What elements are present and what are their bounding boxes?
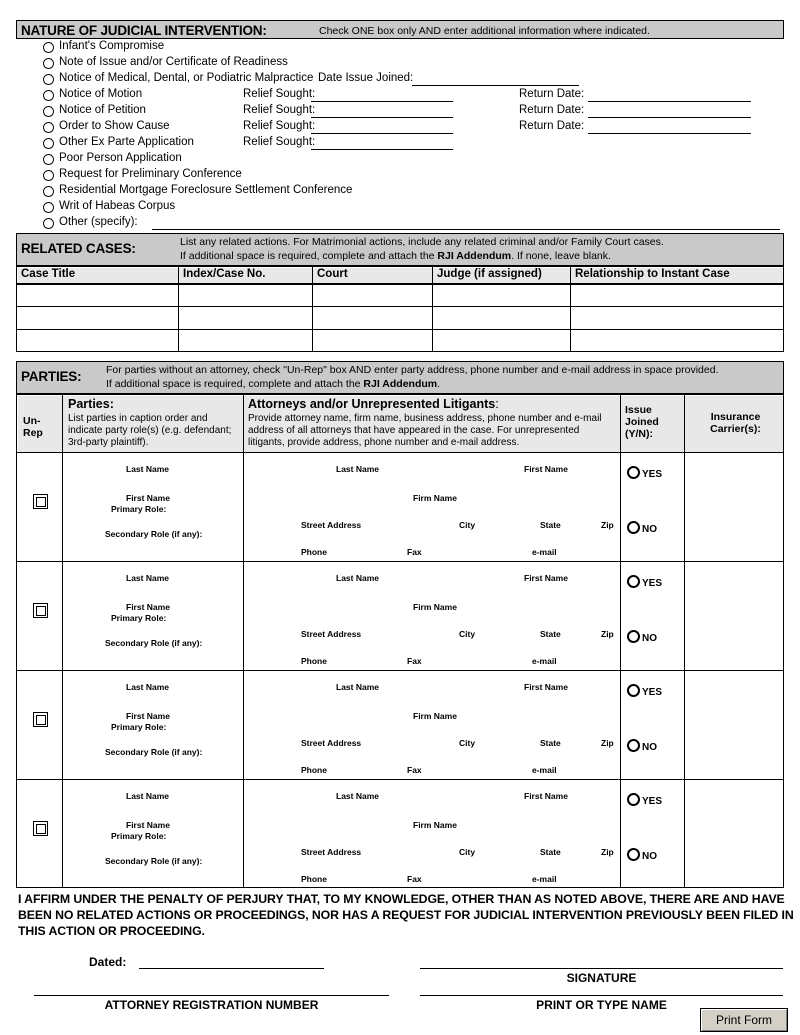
- relief-sought-label-osc: Relief Sought:: [243, 120, 316, 132]
- nature-section-note: Check ONE box only AND enter additional information where indicated.: [319, 25, 650, 37]
- option-label-writ-of-habeas-corpus: Writ of Habeas Corpus: [59, 200, 176, 212]
- table-row: [16, 284, 784, 306]
- firm-name-label: Firm Name: [413, 711, 457, 721]
- phone-label: Phone: [301, 656, 327, 666]
- rji-addendum-ref-parties: RJI Addendum: [363, 378, 438, 390]
- signature-input[interactable]: [420, 968, 783, 969]
- header-issue-joined: [625, 404, 659, 440]
- option-label-notice-of-malpractice: Notice of Medical, Dental, or Podiatric Malpractice: [59, 72, 314, 84]
- header-unrep-line1: Un-: [23, 415, 41, 427]
- issue-joined-no-radio[interactable]: [627, 848, 640, 861]
- radio-infants-compromise[interactable]: [43, 42, 54, 53]
- issue-joined-yes-radio[interactable]: [627, 575, 640, 588]
- other-specify-input[interactable]: [152, 229, 780, 230]
- header-issue-joined-l2: Joined: [625, 416, 659, 428]
- zip-label: Zip: [601, 629, 614, 639]
- issue-joined-no-radio[interactable]: [627, 739, 640, 752]
- option-label-notice-of-motion: Notice of Motion: [59, 88, 143, 100]
- parties-note-line2-post: .: [437, 378, 441, 390]
- signature-label: SIGNATURE: [566, 971, 637, 985]
- parties-note-line2-pre: If additional space is required, complete and attach the: [106, 378, 364, 390]
- party-last-name-label: Last Name: [126, 791, 169, 801]
- party-row: [16, 671, 784, 779]
- option-label-preliminary-conference: Request for Preliminary Conference: [59, 168, 242, 180]
- primary-role-label: Primary Role:: [111, 504, 167, 514]
- phone-label: Phone: [301, 765, 327, 775]
- print-name-label: PRINT OR TYPE NAME: [536, 998, 667, 1012]
- issue-joined-yes-radio[interactable]: [627, 466, 640, 479]
- zip-label: Zip: [601, 520, 614, 530]
- radio-notice-of-motion[interactable]: [43, 90, 54, 101]
- state-label: State: [540, 629, 561, 639]
- issue-joined-no-label: NO: [642, 851, 657, 862]
- radio-other-specify[interactable]: [43, 218, 54, 229]
- attorney-last-name-label: Last Name: [336, 791, 379, 801]
- table-row: [16, 330, 784, 352]
- header-insurance-l2: Carrier(s):: [710, 423, 761, 435]
- state-label: State: [540, 520, 561, 530]
- secondary-role-label: Secondary Role (if any):: [105, 638, 203, 648]
- option-label-note-of-issue: Note of Issue and/or Certificate of Readiness: [59, 56, 288, 68]
- option-label-other-specify: Other (specify):: [59, 216, 138, 228]
- option-label-foreclosure-settlement-conference: Residential Mortgage Foreclosure Settlement Conference: [59, 184, 353, 196]
- related-cases-note-line2: [180, 250, 611, 263]
- parties-note-line2: [106, 378, 440, 391]
- party-first-name-label: First Name: [126, 820, 170, 830]
- phone-label: Phone: [301, 547, 327, 557]
- date-issue-joined-input[interactable]: [412, 85, 579, 86]
- fax-label: Fax: [407, 874, 422, 884]
- party-first-name-label: First Name: [126, 711, 170, 721]
- option-label-poor-person-application: Poor Person Application: [59, 152, 182, 164]
- party-last-name-label: Last Name: [126, 573, 169, 583]
- header-attorneys-desc: Provide attorney name, firm name, business address, phone number and e-mail address of all attorneys that have appeared in the case. For unrepresented litigants, provide address, phone number and e-mail address.: [248, 413, 602, 449]
- option-label-notice-of-petition: Notice of Petition: [59, 104, 146, 116]
- issue-joined-no-label: NO: [642, 742, 657, 753]
- city-label: City: [459, 738, 476, 748]
- option-label-infants-compromise: Infant's Compromise: [59, 40, 165, 52]
- attorney-first-name-label: First Name: [524, 682, 568, 692]
- relief-sought-input-petition[interactable]: [311, 117, 453, 118]
- header-issue-joined-l1: Issue: [625, 404, 652, 416]
- header-parties-title: Parties:: [68, 397, 114, 411]
- radio-foreclosure-settlement-conference[interactable]: [43, 186, 54, 197]
- secondary-role-label: Secondary Role (if any):: [105, 747, 203, 757]
- party-first-name-label: First Name: [126, 602, 170, 612]
- date-issue-joined-label: Date Issue Joined:: [318, 72, 414, 84]
- header-insurance-l1: Insurance: [710, 411, 761, 423]
- attorney-registration-label: ATTORNEY REGISTRATION NUMBER: [104, 998, 319, 1012]
- return-date-label-petition: Return Date:: [519, 104, 585, 116]
- radio-poor-person-application[interactable]: [43, 154, 54, 165]
- street-address-label: Street Address: [301, 629, 362, 639]
- return-date-input-petition[interactable]: [588, 117, 751, 118]
- issue-joined-no-radio[interactable]: [627, 630, 640, 643]
- dated-input[interactable]: [139, 968, 324, 969]
- issue-joined-yes-label: YES: [642, 687, 663, 698]
- related-cases-note-line2-pre: If additional space is required, complete and attach the: [180, 250, 438, 262]
- issue-joined-no-label: NO: [642, 633, 657, 644]
- affirmation-line-3: THIS ACTION OR PROCEEDING.: [18, 924, 205, 938]
- issue-joined-yes-label: YES: [642, 578, 663, 589]
- table-row: [16, 307, 784, 329]
- radio-preliminary-conference[interactable]: [43, 170, 54, 181]
- issue-joined-no-radio[interactable]: [627, 521, 640, 534]
- col-header-index-case-no: Index/Case No.: [183, 268, 266, 280]
- issue-joined-yes-label: YES: [642, 796, 663, 807]
- header-parties-desc: List parties in caption order and indicate party role(s) (e.g. defendant; 3rd-party plaintiff).: [68, 413, 232, 449]
- header-attorneys-title-text: Attorneys and/or Unrepresented Litigants: [248, 397, 496, 411]
- secondary-role-label: Secondary Role (if any):: [105, 529, 203, 539]
- relief-sought-label-ex-parte: Relief Sought:: [243, 136, 316, 148]
- relief-sought-input-ex-parte[interactable]: [311, 149, 453, 150]
- dated-label: Dated:: [89, 955, 127, 969]
- relief-sought-label-petition: Relief Sought:: [243, 104, 316, 116]
- attorney-registration-input[interactable]: [34, 995, 389, 996]
- zip-label: Zip: [601, 847, 614, 857]
- return-date-input-motion[interactable]: [588, 101, 751, 102]
- party-row: [16, 453, 784, 561]
- email-label: e-mail: [532, 874, 557, 884]
- related-cases-note-line2-post: . If none, leave blank.: [511, 250, 611, 262]
- related-cases-section-title: RELATED CASES:: [21, 241, 136, 256]
- col-header-court: Court: [317, 268, 348, 280]
- issue-joined-no-label: NO: [642, 524, 657, 535]
- firm-name-label: Firm Name: [413, 493, 457, 503]
- option-label-order-to-show-cause: Order to Show Cause: [59, 120, 170, 132]
- radio-notice-of-petition[interactable]: [43, 106, 54, 117]
- primary-role-label: Primary Role:: [111, 613, 167, 623]
- secondary-role-label: Secondary Role (if any):: [105, 856, 203, 866]
- nature-section-title: NATURE OF JUDICIAL INTERVENTION:: [21, 23, 267, 38]
- radio-other-ex-parte[interactable]: [43, 138, 54, 149]
- issue-joined-yes-radio[interactable]: [627, 793, 640, 806]
- attorney-first-name-label: First Name: [524, 791, 568, 801]
- attorney-last-name-label: Last Name: [336, 682, 379, 692]
- col-header-judge: Judge (if assigned): [437, 268, 542, 280]
- relief-sought-label-motion: Relief Sought:: [243, 88, 316, 100]
- print-form-button[interactable]: Print Form: [700, 1008, 788, 1032]
- firm-name-label: Firm Name: [413, 820, 457, 830]
- related-cases-note-line1: List any related actions. For Matrimonial actions, include any related criminal and/or Family Court cases.: [180, 236, 664, 248]
- parties-section-title: PARTIES:: [21, 369, 82, 384]
- radio-order-to-show-cause[interactable]: [43, 122, 54, 133]
- relief-sought-input-motion[interactable]: [311, 101, 453, 102]
- header-insurance-carrier: [689, 411, 782, 435]
- city-label: City: [459, 520, 476, 530]
- primary-role-label: Primary Role:: [111, 831, 167, 841]
- unrep-checkbox[interactable]: [33, 494, 48, 509]
- affirmation-line-2: BEEN NO RELATED ACTIONS OR PROCEEDINGS, NOR HAS A REQUEST FOR JUDICIAL INTERVENTION PREVIOUSLY BEEN FILED IN: [18, 908, 794, 922]
- unrep-checkbox[interactable]: [33, 821, 48, 836]
- street-address-label: Street Address: [301, 738, 362, 748]
- fax-label: Fax: [407, 765, 422, 775]
- col-header-case-title: Case Title: [21, 268, 76, 280]
- attorney-last-name-label: Last Name: [336, 573, 379, 583]
- parties-note-line1: For parties without an attorney, check "Un-Rep" box AND enter party address, phone number and e-mail address in space provided.: [106, 364, 719, 376]
- relief-sought-input-osc[interactable]: [311, 133, 453, 134]
- issue-joined-yes-label: YES: [642, 469, 663, 480]
- header-attorneys-title: [248, 397, 499, 411]
- unrep-checkbox[interactable]: [33, 712, 48, 727]
- print-name-input[interactable]: [420, 995, 783, 996]
- party-row: [16, 780, 784, 888]
- attorney-first-name-label: First Name: [524, 573, 568, 583]
- header-issue-joined-l3: (Y/N):: [625, 428, 653, 440]
- city-label: City: [459, 847, 476, 857]
- header-attorneys-title-colon: :: [495, 397, 499, 411]
- city-label: City: [459, 629, 476, 639]
- street-address-label: Street Address: [301, 520, 362, 530]
- return-date-input-osc[interactable]: [588, 133, 751, 134]
- unrep-checkbox[interactable]: [33, 603, 48, 618]
- option-label-other-ex-parte: Other Ex Parte Application: [59, 136, 194, 148]
- rji-addendum-ref-related: RJI Addendum: [437, 250, 512, 262]
- state-label: State: [540, 738, 561, 748]
- radio-note-of-issue[interactable]: [43, 58, 54, 69]
- return-date-label-osc: Return Date:: [519, 120, 585, 132]
- party-row: [16, 562, 784, 670]
- header-unrep-line2: Rep: [23, 427, 43, 439]
- party-first-name-label: First Name: [126, 493, 170, 503]
- party-last-name-label: Last Name: [126, 464, 169, 474]
- return-date-label-motion: Return Date:: [519, 88, 585, 100]
- zip-label: Zip: [601, 738, 614, 748]
- affirmation-line-1: I AFFIRM UNDER THE PENALTY OF PERJURY THAT, TO MY KNOWLEDGE, OTHER THAN AS NOTED ABOVE, THERE ARE AND HAVE: [18, 892, 785, 906]
- party-last-name-label: Last Name: [126, 682, 169, 692]
- primary-role-label: Primary Role:: [111, 722, 167, 732]
- phone-label: Phone: [301, 874, 327, 884]
- attorney-last-name-label: Last Name: [336, 464, 379, 474]
- radio-notice-of-malpractice[interactable]: [43, 74, 54, 85]
- email-label: e-mail: [532, 547, 557, 557]
- radio-writ-of-habeas-corpus[interactable]: [43, 202, 54, 213]
- email-label: e-mail: [532, 765, 557, 775]
- state-label: State: [540, 847, 561, 857]
- col-header-relationship: Relationship to Instant Case: [575, 268, 730, 280]
- firm-name-label: Firm Name: [413, 602, 457, 612]
- issue-joined-yes-radio[interactable]: [627, 684, 640, 697]
- street-address-label: Street Address: [301, 847, 362, 857]
- header-unrep-label: [23, 415, 43, 439]
- fax-label: Fax: [407, 656, 422, 666]
- attorney-first-name-label: First Name: [524, 464, 568, 474]
- email-label: e-mail: [532, 656, 557, 666]
- fax-label: Fax: [407, 547, 422, 557]
